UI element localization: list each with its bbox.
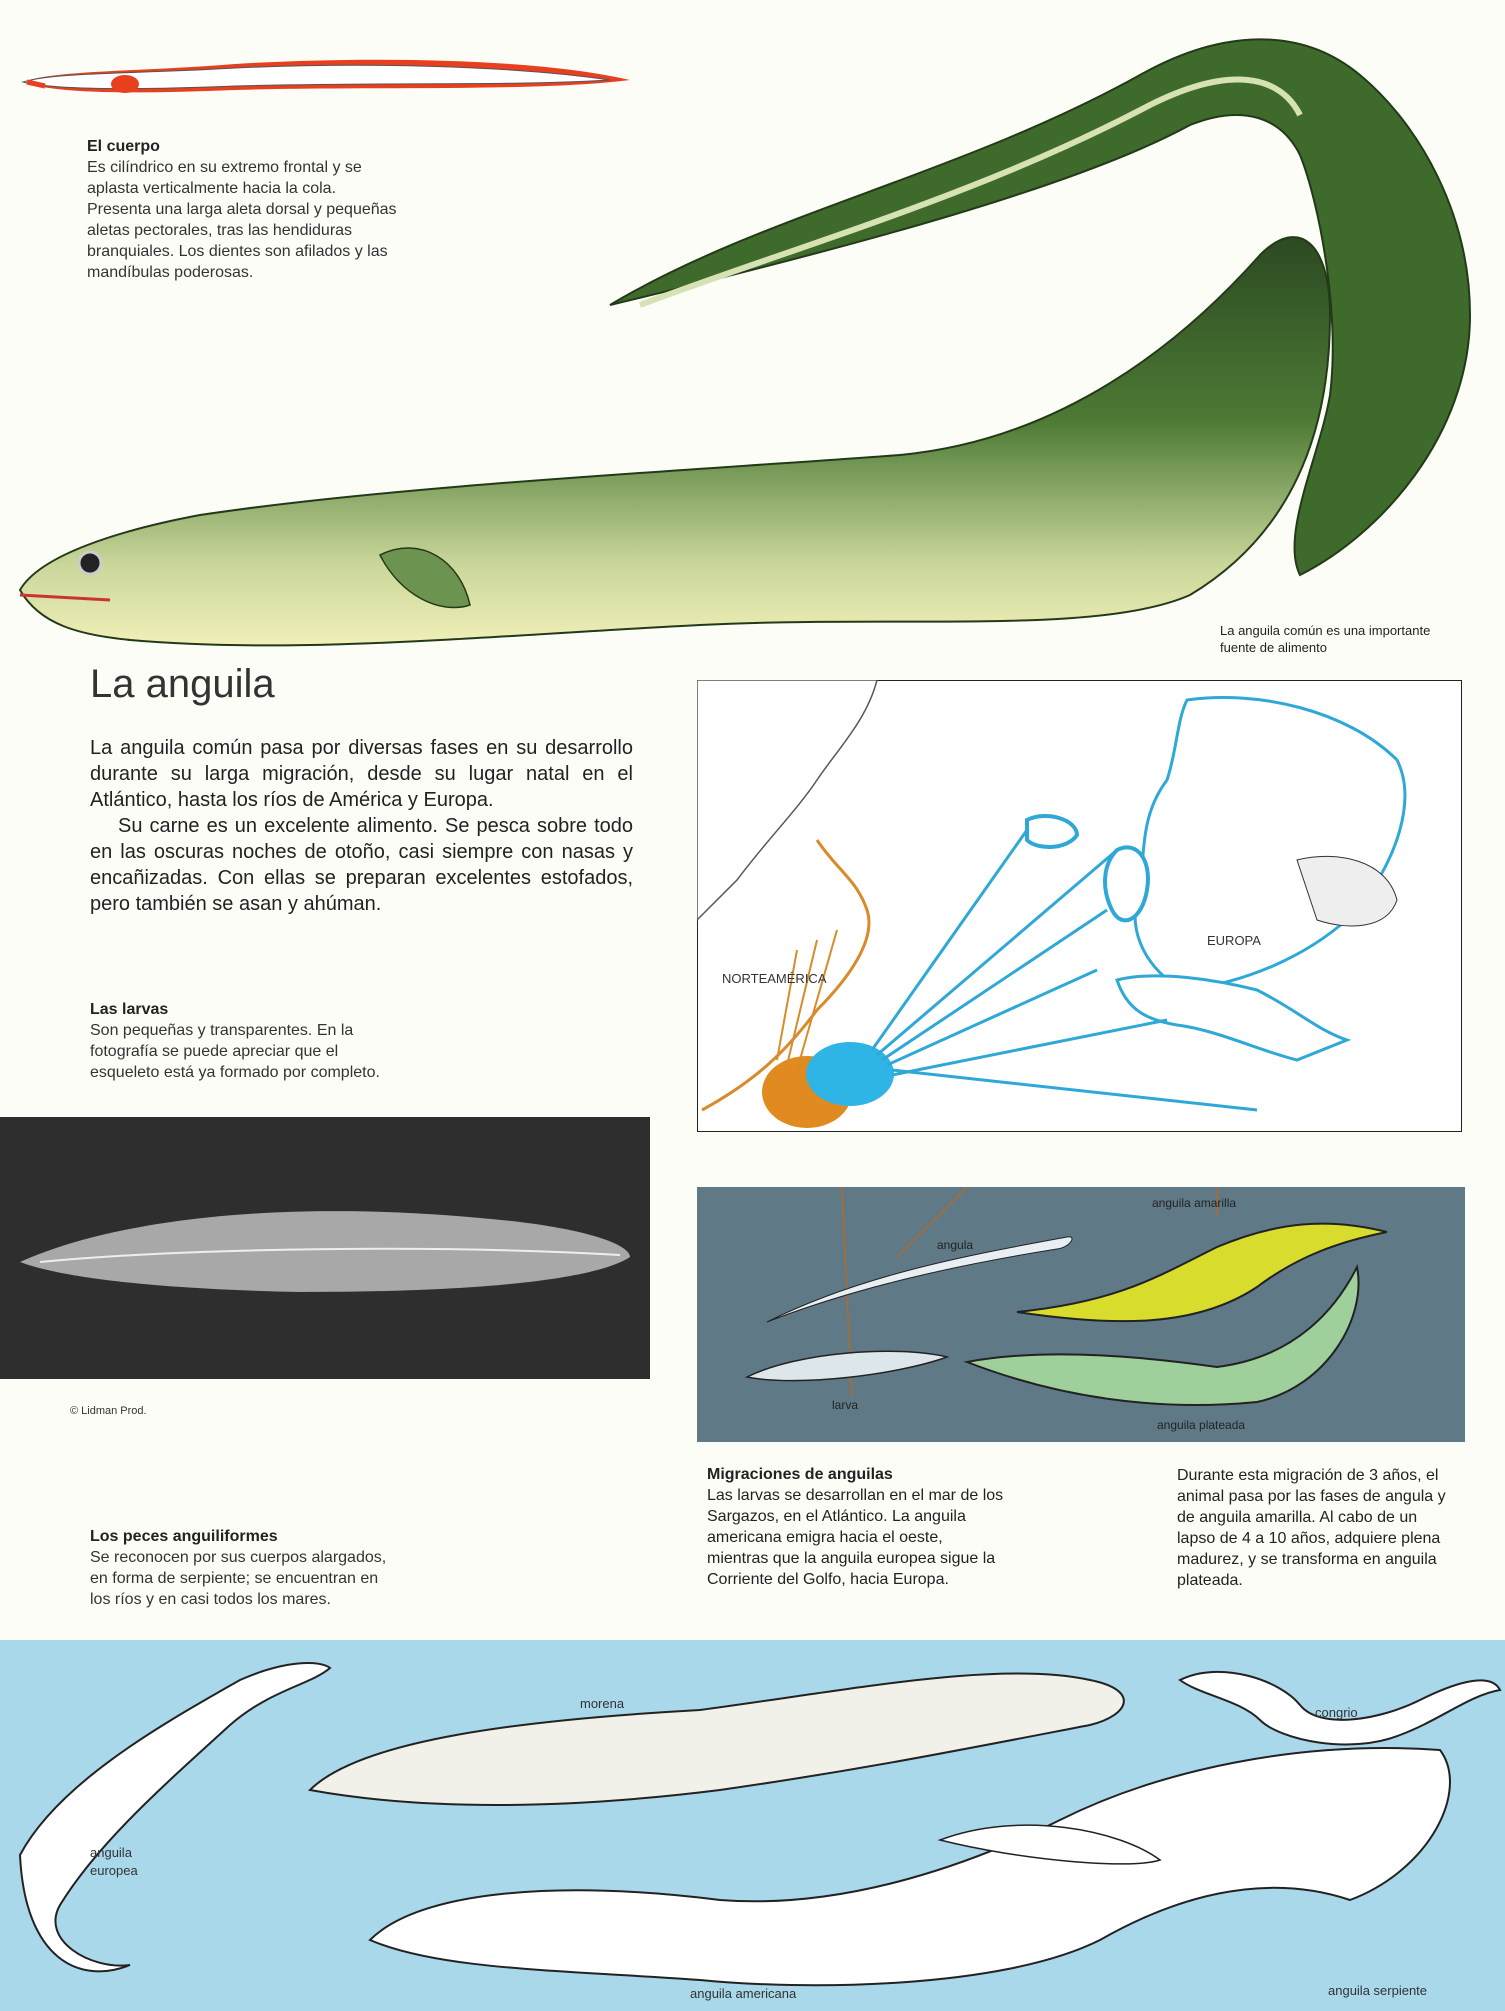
main-eel-illustration [0,15,1505,665]
article-body [90,735,633,917]
larvae-caption-title: Las larvas [90,1001,169,1018]
map-label-north-america: NORTEAMÉRICA [722,971,827,986]
larvae-caption [90,1000,390,1083]
life-stages-panel [697,1187,1465,1442]
stage-label-anguila-plateada: anguila plateada [1157,1418,1246,1432]
species-label-anguila-americana: anguila americana [690,1986,797,2001]
anguilliform-caption [90,1527,400,1610]
species-label-anguila-serpiente: anguila serpiente [1328,1983,1428,1998]
anguilliform-caption-title: Los peces anguiliformes [90,1528,278,1545]
map-label-europe: EUROPA [1207,933,1261,948]
species-panel [0,1640,1505,2011]
article-title: La anguila [90,662,275,706]
stage-label-larva: larva [832,1398,859,1412]
body-caption-title: El cuerpo [87,138,160,155]
larva-silhouette [0,1117,650,1379]
migration-caption-2: Durante esta migración de 3 años, el animal pasa por las fases de angula y de anguila amarilla. Al cabo de un lapso de 4 a 10 años, adquiere plena madurez, y se transforma en anguila plateada. [1177,1467,1446,1589]
species-label-congrio: congrio [1315,1705,1358,1720]
article-paragraph-2: Su carne es un excelente alimento. Se pesca sobre todo en las oscuras noches de otoño, casi siempre con nasas y encañizadas. Con ellas se preparan excelentes estofados, pero también se asan y ahúman. [90,815,633,915]
stage-label-anguila-amarilla: anguila amarilla [1152,1196,1237,1210]
stage-label-angula: angula [937,1238,974,1252]
species-label-morena: morena [580,1696,625,1711]
larva-photo [0,1117,650,1379]
larvae-caption-text: Son pequeñas y transparentes. En la fotografía se puede apreciar que el esqueleto está ya formado por completo. [90,1022,380,1081]
species-label-anguila-europea-1: anguila [90,1845,132,1860]
anguilliform-caption-text: Se reconocen por sus cuerpos alargados, en forma de serpiente; se encuentran en los ríos y en casi todos los mares. [90,1549,387,1608]
migration-caption-title: Migraciones de anguilas [707,1466,893,1483]
main-eel-caption: La anguila común es una importante fuente de alimento [1220,623,1431,655]
photo-credit: © Lidman Prod. [70,1405,147,1417]
article-paragraph-1: La anguila común pasa por diversas fases en su desarrollo durante su larga migración, desde su lugar natal en el Atlántico, hasta los ríos de América y Europa. [90,737,633,811]
migration-caption [707,1465,1007,1590]
body-caption-text: Es cilíndrico en su extremo frontal y se aplasta verticalmente hacia la cola. Presenta una larga aleta dorsal y pequeñas aletas pectorales, tras las hendiduras branquiales. Los dientes son afilados y las mandíbulas poderosas. [87,159,397,281]
migration-caption-text: Las larvas se desarrollan en el mar de los Sargazos, en el Atlántico. La anguila americana emigra hacia el oeste, mientras que la anguila europea sigue la Corriente del Golfo, hacia Europa. [707,1487,1004,1588]
migration-map [697,680,1462,1132]
species-label-anguila-europea-2: europea [90,1863,138,1878]
